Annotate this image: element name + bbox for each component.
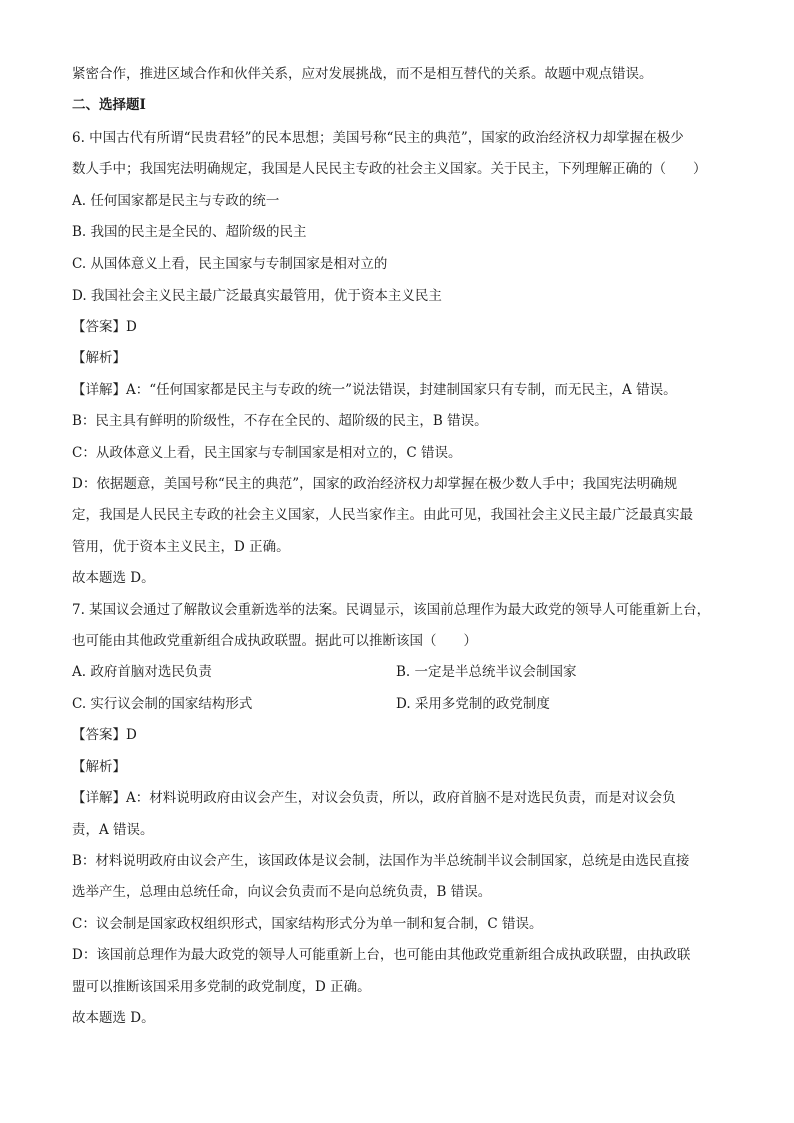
previous-analysis-tail: 紧密合作，推进区域合作和伙伴关系，应对发展挑战，而不是相互替代的关系。故题中观点错误。 bbox=[72, 66, 653, 82]
question-stem-line: 数人手中；我国宪法明确规定，我国是人民民主专政的社会主义国家。关于民主，下列理解正确的（ ） bbox=[72, 161, 707, 177]
explanation-line: D：依据题意，美国号称“民主的典范”，国家的政治经济权力却掌握在极少数人手中；我国宪法明确规 bbox=[72, 476, 678, 492]
explanation-line: C：从政体意义上看，民主国家与专制国家是相对立的，C 错误。 bbox=[72, 445, 462, 461]
option-a: A. 政府首脑对选民负责 bbox=[72, 664, 212, 680]
answer-line: 【答案】D bbox=[72, 727, 137, 743]
option-b: B. 一定是半总统半议会制国家 bbox=[396, 664, 577, 680]
question-stem-line: 6. 中国古代有所谓“民贵君轻”的民本思想；美国号称“民主的典范”，国家的政治经济权力却掌握在极少 bbox=[72, 130, 684, 146]
option-c: C. 从国体意义上看，民主国家与专制国家是相对立的 bbox=[72, 256, 388, 272]
explanation-line: 责，A 错误。 bbox=[72, 822, 154, 838]
option-b: B. 我国的民主是全民的、超阶级的民主 bbox=[72, 224, 307, 240]
option-c: C. 实行议会制的国家结构形式 bbox=[72, 696, 253, 712]
explanation-line: 盟可以推断该国采用多党制的政党制度，D 正确。 bbox=[72, 979, 371, 995]
conclusion-line: 故本题选 D。 bbox=[72, 1010, 155, 1026]
explanation-line: D：该国前总理作为最大政党的领导人可能重新上台，也可能由其他政党重新组合成执政联盟，由执政联 bbox=[72, 947, 691, 963]
question-stem-line: 7. 某国议会通过了解散议会重新选举的法案。民调显示，该国前总理作为最大政党的领导人可能重新上台， bbox=[72, 602, 711, 618]
explanation-line: B：民主具有鲜明的阶级性，不存在全民的、超阶级的民主，B 错误。 bbox=[72, 413, 488, 429]
conclusion-line: 故本题选 D。 bbox=[72, 570, 155, 586]
explanation-line: 管用，优于资本主义民主，D 正确。 bbox=[72, 539, 290, 555]
explanation-line: B：材料说明政府由议会产生，该国政体是议会制，法国作为半总统制半议会制国家，总统是由选民直接 bbox=[72, 853, 690, 869]
option-d: D. 我国社会主义民主最广泛最真实最管用，优于资本主义民主 bbox=[72, 288, 442, 304]
question-stem-line: 也可能由其他政党重新组合成执政联盟。据此可以推断该国（ ） bbox=[72, 633, 477, 649]
explanation-line: C：议会制是国家政权组织形式，国家结构形式分为单一制和复合制，C 错误。 bbox=[72, 916, 543, 932]
analysis-label: 【解析】 bbox=[72, 350, 126, 366]
analysis-label: 【解析】 bbox=[72, 759, 126, 775]
option-d: D. 采用多党制的政党制度 bbox=[396, 696, 550, 712]
explanation-line: 【详解】A：“任何国家都是民主与专政的统一”说法错误，封建制国家只有专制，而无民主，A 错误。 bbox=[72, 382, 677, 398]
option-a: A. 任何国家都是民主与专政的统一 bbox=[72, 193, 280, 209]
explanation-line: 【详解】A：材料说明政府由议会产生，对议会负责，所以，政府首脑不是对选民负责，而是对议会负 bbox=[72, 790, 676, 806]
explanation-line: 定，我国是人民民主专政的社会主义国家，人民当家作主。由此可见，我国社会主义民主最广泛最真实最 bbox=[72, 507, 693, 523]
answer-line: 【答案】D bbox=[72, 319, 137, 335]
explanation-line: 选举产生，总理由总统任命，向议会负责而不是向总统负责，B 错误。 bbox=[72, 884, 492, 900]
section-heading: 二、选择题Ⅰ bbox=[72, 97, 146, 113]
